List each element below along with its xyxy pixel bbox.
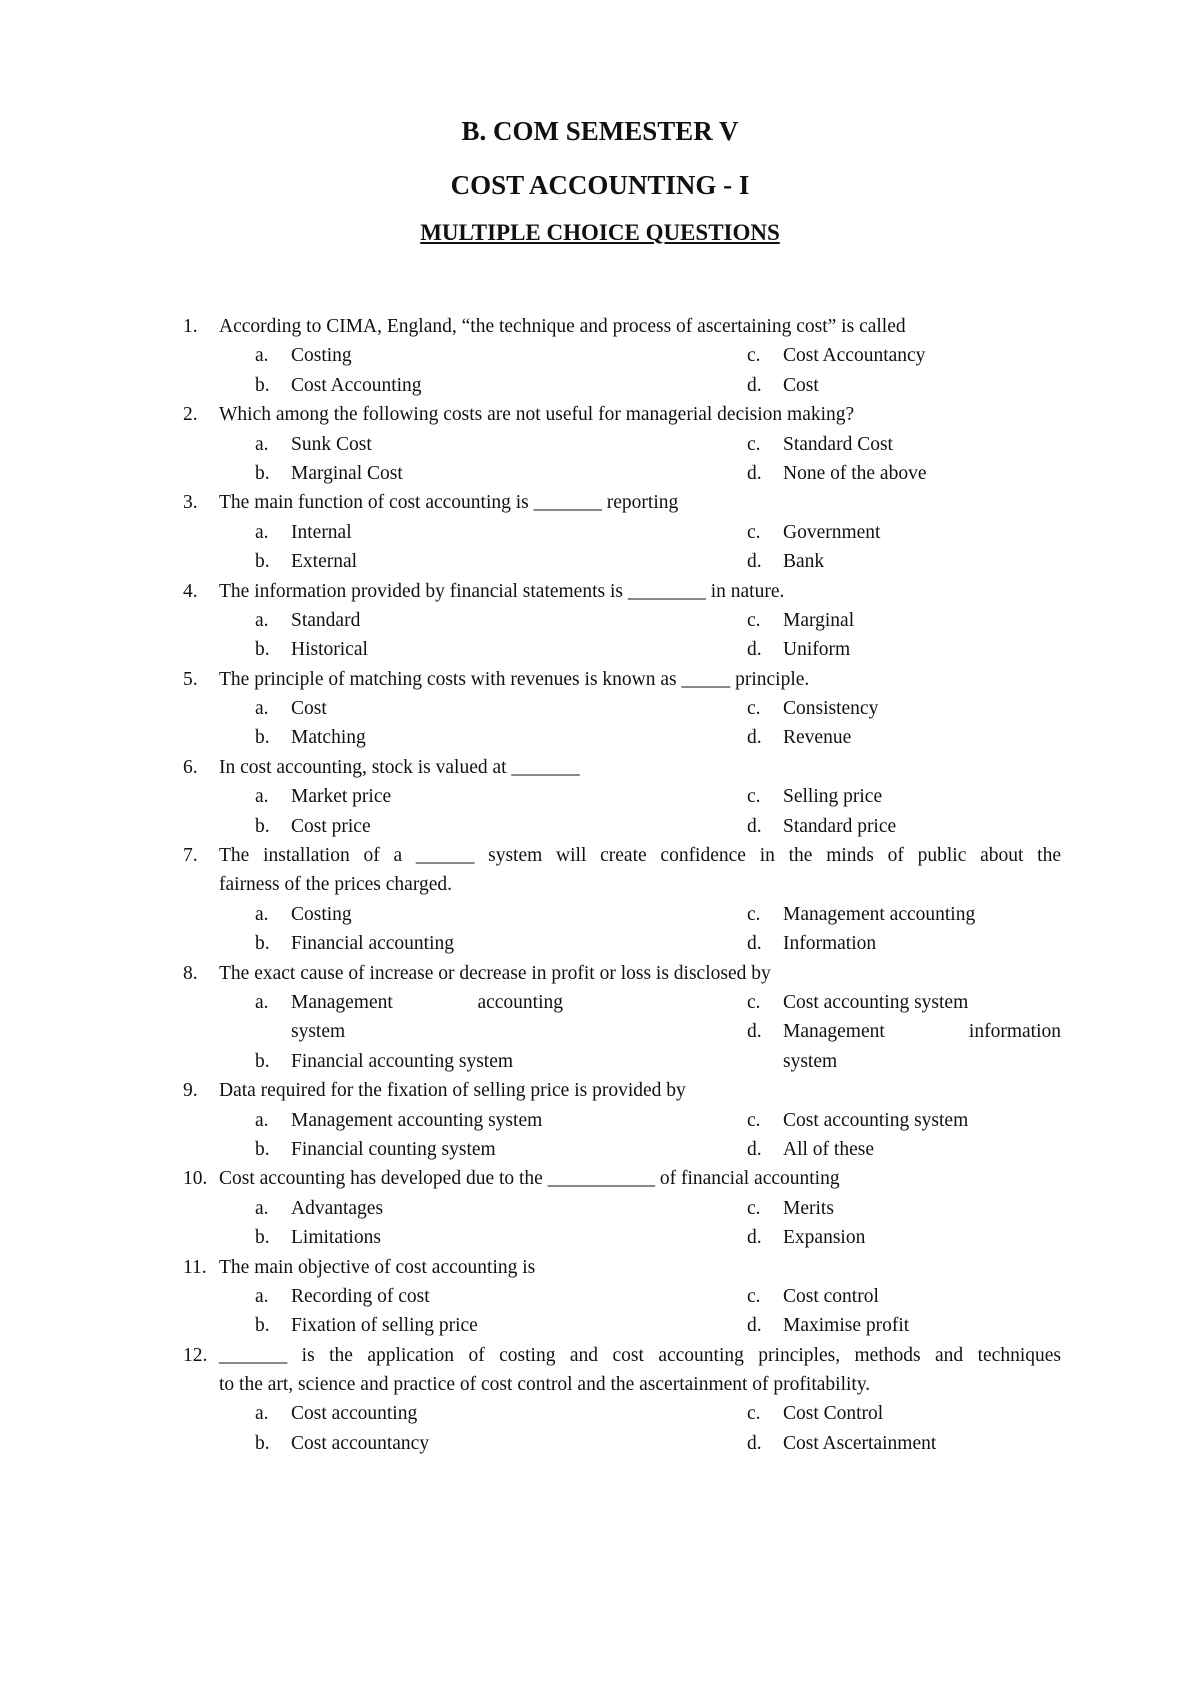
option-row: a. Advantages c. Merits: [255, 1197, 834, 1219]
question-number: 12.: [183, 1344, 208, 1366]
option-row: a. Market price c. Selling price: [255, 786, 883, 808]
question-5: [0, 665, 1200, 694]
question-10: [0, 1164, 1200, 1193]
option-row: b. Financial counting system d. All of these: [255, 1138, 874, 1160]
section-title: MULTIPLE CHOICE QUESTIONS: [420, 220, 780, 245]
question-number: 11.: [183, 1256, 207, 1278]
option-row: a. Recording of cost c. Cost control: [255, 1285, 879, 1307]
option-row: a. Internal c. Government: [255, 521, 881, 543]
question-number: 6.: [183, 756, 198, 778]
option-row: a. Management accounting c. Cost accounting system: [255, 991, 969, 1013]
option-row: a. Cost c. Consistency: [255, 698, 879, 720]
question-text: The information provided by financial statements is ________ in nature.: [219, 580, 785, 602]
option-row: b. External d. Bank: [255, 551, 825, 573]
question-number: 9.: [183, 1080, 198, 1102]
question-continuation: [0, 1370, 1200, 1399]
question-text: Cost accounting has developed due to the ___________ of financial accounting: [219, 1168, 840, 1190]
option-row: system d. Management information: [291, 1021, 1061, 1043]
option-row: a. Costing c. Cost Accountancy: [255, 345, 926, 367]
question-text: According to CIMA, England, “the technique and process of ascertaining cost” is called: [219, 316, 906, 337]
question-12: [0, 1341, 1200, 1370]
option-row: a. Management accounting system c. Cost accounting system: [255, 1109, 969, 1131]
option-row: b. Matching d. Revenue: [255, 727, 852, 749]
document-title: B. COM SEMESTER V: [461, 116, 739, 146]
question-text-line-1: _______ is the application of costing and cost accounting principles, methods and techniques: [219, 1344, 1061, 1366]
question-text-line-1: The installation of a ______ system will create confidence in the minds of public about the: [219, 845, 1061, 867]
question-3: [0, 488, 1200, 517]
question-number: 3.: [183, 492, 198, 514]
option-row: a. Cost accounting c. Cost Control: [255, 1403, 884, 1425]
question-text: In cost accounting, stock is valued at _______: [219, 756, 580, 778]
question-text: The main objective of cost accounting is: [219, 1256, 536, 1278]
question-1: [0, 312, 1200, 341]
option-row: b. Financial accounting system system: [255, 1050, 838, 1072]
option-row: b. Limitations d. Expansion: [255, 1227, 866, 1249]
question-number: 2.: [183, 404, 198, 426]
question-7: [0, 841, 1200, 870]
question-text-line-2: to the art, science and practice of cost control and the ascertainment of profitability.: [219, 1374, 871, 1396]
question-number: 10.: [183, 1168, 208, 1190]
question-11: [0, 1253, 1200, 1282]
question-text: The exact cause of increase or decrease in profit or loss is disclosed by: [219, 962, 771, 984]
question-number: 4.: [183, 580, 198, 602]
question-9: [0, 1076, 1200, 1105]
question-text: The main function of cost accounting is _______ reporting: [219, 492, 679, 514]
question-8: [0, 959, 1200, 988]
option-row: b. Cost price d. Standard price: [255, 815, 897, 837]
option-row: b. Marginal Cost d. None of the above: [255, 462, 927, 484]
option-row: a. Costing c. Management accounting: [255, 903, 976, 925]
option-row: a. Standard c. Marginal: [255, 609, 855, 631]
question-number: 8.: [183, 962, 198, 984]
question-number: 5.: [183, 668, 198, 690]
option-row: a. Sunk Cost c. Standard Cost: [255, 433, 893, 455]
question-text-line-2: fairness of the prices charged.: [219, 874, 453, 896]
question-continuation: [0, 870, 1200, 899]
question-text: Data required for the fixation of selling price is provided by: [219, 1080, 686, 1102]
option-row: b. Financial accounting d. Information: [255, 933, 877, 955]
option-row: b. Cost accountancy d. Cost Ascertainment: [255, 1432, 937, 1454]
option-row: b. Fixation of selling price d. Maximise profit: [255, 1315, 910, 1337]
question-6: [0, 753, 1200, 782]
question-text: Which among the following costs are not useful for managerial decision making?: [219, 404, 855, 426]
subject-title: COST ACCOUNTING - I: [450, 170, 750, 200]
question-text: The principle of matching costs with revenues is known as _____ principle.: [219, 668, 810, 690]
option-row: b. Historical d. Uniform: [255, 639, 851, 661]
question-number: 7.: [183, 845, 198, 867]
option-row: b. Cost Accounting d. Cost: [255, 374, 819, 396]
question-number: 1.: [183, 316, 198, 337]
question-list: [0, 312, 1200, 1458]
question-4: [0, 577, 1200, 606]
question-2: [0, 400, 1200, 429]
